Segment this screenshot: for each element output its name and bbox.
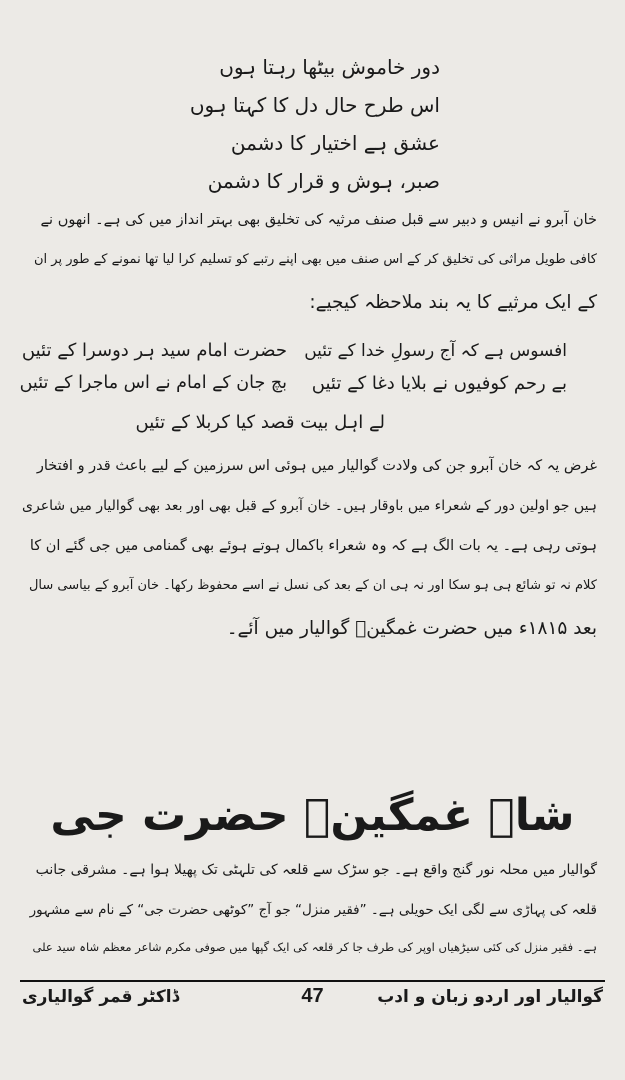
- verse-line: اس طرح حال دل کا کہتا ہوں: [189, 93, 440, 117]
- paragraph-line: قلعہ کی پہاڑی سے لگی ایک حویلی ہے۔ ”فقیر منزل“ جو آج ”کوٹھی حضرت جی“ کے نام سے مشہور: [29, 902, 597, 918]
- footer-divider: [20, 980, 605, 982]
- marsiya-line: لے اہل بیت قصد کیا کربلا کے تئیں: [135, 412, 385, 433]
- marsiya-line: بے رحم کوفیوں نے بلایا دغا کے تئیں: [311, 373, 567, 394]
- marsiya-line: حضرت امام سید ہر دوسرا کے تئیں: [21, 340, 287, 361]
- page-number: 47: [301, 985, 324, 1007]
- marsiya-line: بچ جان کے امام نے اس ماجرا کے تئیں: [19, 373, 287, 393]
- paragraph-line: ہیں جو اولین دور کے شعراء میں باوقار ہیں۔ خان آبرو کے قبل بھی اور بعد بھی گوالیار میں شاعری: [22, 498, 597, 514]
- footer-author: ڈاکٹر قمر گوالیاری: [22, 987, 180, 1007]
- paragraph-line: بعد ۱۸۱۵ء میں حضرت غمگینؔ گوالیار میں آئے۔: [226, 618, 597, 639]
- verse-line: عشق ہے اختیار کا دشمن: [230, 131, 440, 155]
- section-heading: شاہ غمگینؔ حضرت جی: [50, 790, 575, 841]
- paragraph-line: خان آبرو نے انیس و دبیر سے قبل صنف مرثیہ کی تخلیق بھی بہتر انداز میں کی ہے۔ انھوں نے: [40, 212, 597, 228]
- marsiya-line: افسوس ہے کہ آج رسولِ خدا کے تئیں: [304, 341, 567, 361]
- paragraph-line: گوالیار میں محلہ نور گنج واقع ہے۔ جو سڑک سے قلعہ کی تلہٹی تک پھیلا ہوا ہے۔ مشرقی جانب: [35, 862, 597, 878]
- paragraph-line: غرض یہ کہ خان آبرو جن کی ولادت گوالیار میں ہوئی اس سرزمین کے لیے باعث قدر و افتخار: [36, 458, 597, 474]
- verse-line: دور خاموش بیٹھا رہتا ہوں: [219, 55, 440, 79]
- paragraph-line: کے ایک مرثیے کا یہ بند ملاحظہ کیجیے:: [309, 292, 597, 313]
- paragraph-line: کلام نہ تو شائع ہی ہو سکا اور نہ ہی ان کے بعد کی نسل نے اسے محفوظ رکھا۔ خان آبرو کے بیاسی سال: [28, 578, 597, 593]
- paragraph-line: ہوتی رہی ہے۔ یہ بات الگ ہے کہ وہ شعراء باکمال ہوتے ہوئے بھی گمنامی میں جی گئے ان کا: [29, 538, 597, 554]
- footer-book-title: گوالیار اور اردو زبان و ادب: [377, 987, 603, 1007]
- paragraph-line: کافی طویل مراثی کی تخلیق کر کے اس صنف میں بھی اپنے رتبے کو تسلیم کرا لیا تھا نمونے کے طور پر ان: [33, 252, 597, 267]
- paragraph-line: ہے۔ فقیر منزل کی کئی سیڑھیاں اوپر کی طرف جا کر قلعہ کی ایک گپھا میں صوفی مکرم شاعر معظم شاہ سید علی: [32, 940, 597, 954]
- verse-line: صبر، ہوش و قرار کا دشمن: [207, 169, 440, 193]
